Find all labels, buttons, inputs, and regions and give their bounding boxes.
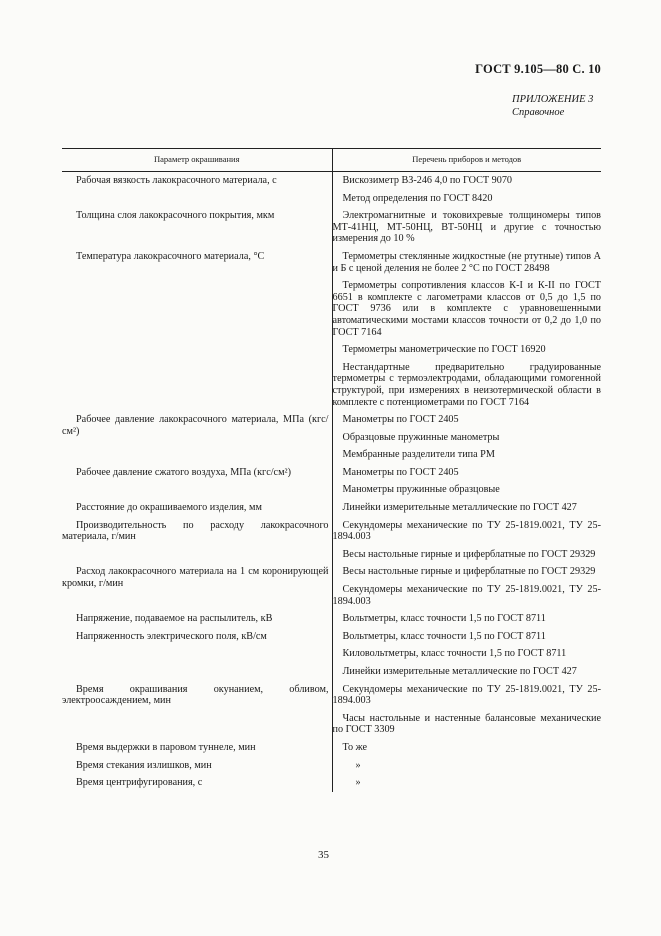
page-number: 35 (318, 849, 329, 861)
table-row (62, 610, 601, 628)
method-item: Весы настольные гирные и циферблатные по ГОСТ 29329 (342, 548, 596, 560)
method-item: Секундомеры механические по ТУ 25-1819.0021, ТУ 25-1894.003 (332, 683, 601, 707)
methods-cell (332, 757, 601, 775)
column-header-methods: Перечень приборов и методов (332, 149, 601, 172)
methods-cell (332, 248, 601, 411)
methods-cell (332, 411, 601, 464)
method-item: Манометры по ГОСТ 2405 (342, 414, 459, 426)
table-row (62, 411, 601, 464)
param-cell: Температура лакокрасочного материала, °С (62, 248, 332, 411)
method-item: Метод определения по ГОСТ 8420 (342, 192, 493, 204)
methods-cell (332, 681, 601, 739)
method-item: Киловольтметры, класс точности 1,5 по ГОСТ 8711 (342, 648, 567, 660)
methods-cell (332, 172, 601, 208)
method-item: Вольтметры, класс точности 1,5 по ГОСТ 8711 (342, 630, 546, 642)
methods-cell (332, 207, 601, 248)
param-cell: Напряжение, подаваемое на распылитель, кВ (62, 610, 332, 628)
table-header-row (62, 149, 601, 172)
table-row (62, 517, 601, 564)
method-item: То же (342, 741, 368, 753)
methods-cell (332, 628, 601, 681)
param-cell: Производительность по расходу лакокрасочного материала, г/мин (62, 517, 332, 564)
appendix-type: Справочное (512, 107, 565, 118)
table-row (62, 464, 601, 499)
table-row (62, 563, 601, 610)
table-row (62, 681, 601, 739)
param-cell: Рабочее давление лакокрасочного материала, МПа (кгс/см²) (62, 411, 332, 464)
param-cell: Расход лакокрасочного материала на 1 см коронирующей кромки, г/мин (62, 563, 332, 610)
methods-cell (332, 739, 601, 757)
method-item: Манометры пружинные образцовые (342, 484, 500, 496)
method-item: Вольтметры, класс точности 1,5 по ГОСТ 8711 (342, 613, 546, 625)
document-header: ГОСТ 9.105—80 С. 10 (475, 62, 601, 76)
table-row (62, 172, 601, 208)
table-row (62, 628, 601, 681)
table-row (62, 774, 601, 792)
method-item: Вискозиметр ВЗ-246 4,0 по ГОСТ 9070 (342, 175, 513, 186)
param-cell: Время окрашивания окунанием, обливом, электроосаждением, мин (62, 681, 332, 739)
method-item: Термометры сопротивления классов К-I и К-II по ГОСТ 6651 в комплекте с лагометрами классов от 0,5 до 1,5 по ГОСТ 9736 или в комплекте с уравновешенными автоматическими мостами классов точности от 0,2 до 1,0 по ГОСТ 7164 (332, 280, 601, 338)
param-cell: Расстояние до окрашиваемого изделия, мм (62, 499, 332, 517)
methods-cell (332, 563, 601, 610)
methods-cell (332, 464, 601, 499)
methods-cell (332, 499, 601, 517)
method-item: Линейки измерительные металлические по ГОСТ 427 (342, 502, 577, 514)
method-item: Термометры стеклянные жидкостные (не ртутные) типов А и Б с ценой деления не более 2 °С по ГОСТ 28498 (332, 250, 601, 274)
method-item: Образцовые пружинные манометры (342, 431, 500, 443)
method-item: Весы настольные гирные и циферблатные по ГОСТ 29329 (342, 566, 596, 578)
param-cell: Толщина слоя лакокрасочного покрытия, мкм (62, 207, 332, 248)
table-row (62, 207, 601, 248)
methods-cell (332, 774, 601, 792)
methods-cell (332, 517, 601, 564)
method-item: Электромагнитные и токовихревые толщиномеры типов МТ-41НЦ, МТ-50НЦ, ВТ-50НЦ и другие с точностью измерения до 10 % (332, 210, 601, 245)
method-item: Секундомеры механические по ТУ 25-1819.0021, ТУ 25-1894.003 (332, 519, 601, 543)
method-item: Часы настольные и настенные балансовые механические по ГОСТ 3309 (332, 712, 601, 736)
param-cell: Время центрифугирования, с (62, 774, 332, 792)
method-item: Нестандартные предварительно градуированные термометры с термоэлектродами, обладающими гомогенной структурой, при измерениях в неизотермической области в комплекте с потенциометрами по ГОСТ 7164 (332, 361, 601, 408)
table-row (62, 248, 601, 411)
methods-cell (332, 610, 601, 628)
method-item: Линейки измерительные металлические по ГОСТ 427 (342, 666, 577, 677)
param-cell: Рабочая вязкость лакокрасочного материала, с (62, 172, 332, 208)
table-row (62, 757, 601, 775)
param-cell: Рабочее давление сжатого воздуха, МПа (кгс/см²) (62, 464, 332, 499)
table-row (62, 739, 601, 757)
method-item: » (355, 777, 361, 789)
param-cell: Время стекания излишков, мин (62, 757, 332, 775)
parameters-table (62, 148, 601, 792)
method-item: Термометры манометрические по ГОСТ 16920 (342, 344, 546, 356)
param-cell: Время выдержки в паровом туннеле, мин (62, 739, 332, 757)
param-cell: Напряженность электрического поля, кВ/см (62, 628, 332, 681)
table-row (62, 499, 601, 517)
column-header-parameter: Параметр окрашивания (62, 149, 332, 172)
appendix-label-block (512, 93, 593, 119)
appendix-label: ПРИЛОЖЕНИЕ 3 (512, 94, 594, 105)
method-item: Манометры по ГОСТ 2405 (342, 466, 459, 478)
method-item: » (355, 759, 361, 771)
method-item: Секундомеры механические по ТУ 25-1819.0021, ТУ 25-1894.003 (332, 584, 601, 607)
method-item: Мембранные разделители типа РМ (342, 449, 495, 461)
